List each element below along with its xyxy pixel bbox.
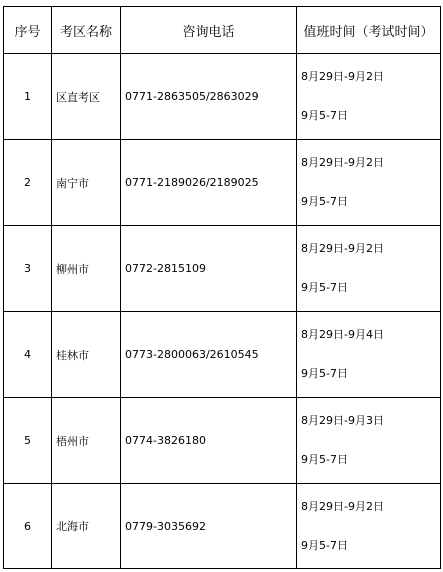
row-duty bbox=[297, 54, 441, 140]
exam-period: 9月5-7日 bbox=[301, 367, 348, 380]
table-row bbox=[4, 54, 441, 140]
table-header bbox=[4, 7, 441, 54]
row-area: 桂林市 bbox=[52, 312, 121, 398]
row-duty bbox=[297, 140, 441, 226]
table-row bbox=[4, 312, 441, 398]
header-seq: 序号 bbox=[4, 7, 52, 54]
row-seq: 6 bbox=[4, 484, 52, 569]
exam-period: 9月5-7日 bbox=[301, 109, 348, 122]
duty-period: 8月29日-9月3日 bbox=[301, 414, 384, 427]
row-phone: 0772-2815109 bbox=[121, 226, 297, 312]
exam-period: 9月5-7日 bbox=[301, 195, 348, 208]
row-area: 南宁市 bbox=[52, 140, 121, 226]
row-duty bbox=[297, 312, 441, 398]
header-area: 考区名称 bbox=[52, 7, 121, 54]
row-phone: 0771-2863505/2863029 bbox=[121, 54, 297, 140]
header-duty: 值班时间（考试时间） bbox=[297, 7, 441, 54]
duty-period: 8月29日-9月4日 bbox=[301, 328, 384, 341]
duty-period: 8月29日-9月2日 bbox=[301, 70, 384, 83]
duty-period: 8月29日-9月2日 bbox=[301, 499, 384, 513]
row-duty bbox=[297, 484, 441, 569]
row-duty bbox=[297, 398, 441, 484]
row-seq: 2 bbox=[4, 140, 52, 226]
row-area: 区直考区 bbox=[52, 54, 121, 140]
row-area: 北海市 bbox=[52, 484, 121, 569]
row-area: 梧州市 bbox=[52, 398, 121, 484]
header-phone: 咨询电话 bbox=[121, 7, 297, 54]
row-seq: 5 bbox=[4, 398, 52, 484]
table-row bbox=[4, 226, 441, 312]
row-duty bbox=[297, 226, 441, 312]
row-phone: 0774-3826180 bbox=[121, 398, 297, 484]
exam-contact-table bbox=[3, 6, 441, 569]
table-row bbox=[4, 398, 441, 484]
row-phone: 0771-2189026/2189025 bbox=[121, 140, 297, 226]
table-row bbox=[4, 484, 441, 569]
duty-period: 8月29日-9月2日 bbox=[301, 156, 384, 169]
row-phone: 0773-2800063/2610545 bbox=[121, 312, 297, 398]
exam-period: 9月5-7日 bbox=[301, 281, 348, 294]
row-seq: 3 bbox=[4, 226, 52, 312]
duty-period: 8月29日-9月2日 bbox=[301, 242, 384, 255]
table-body bbox=[4, 54, 441, 569]
table-row bbox=[4, 140, 441, 226]
row-seq: 4 bbox=[4, 312, 52, 398]
row-phone: 0779-3035692 bbox=[121, 484, 297, 569]
row-area: 柳州市 bbox=[52, 226, 121, 312]
exam-period: 9月5-7日 bbox=[301, 453, 348, 466]
header-row bbox=[4, 7, 441, 54]
exam-period: 9月5-7日 bbox=[301, 538, 348, 552]
row-seq: 1 bbox=[4, 54, 52, 140]
